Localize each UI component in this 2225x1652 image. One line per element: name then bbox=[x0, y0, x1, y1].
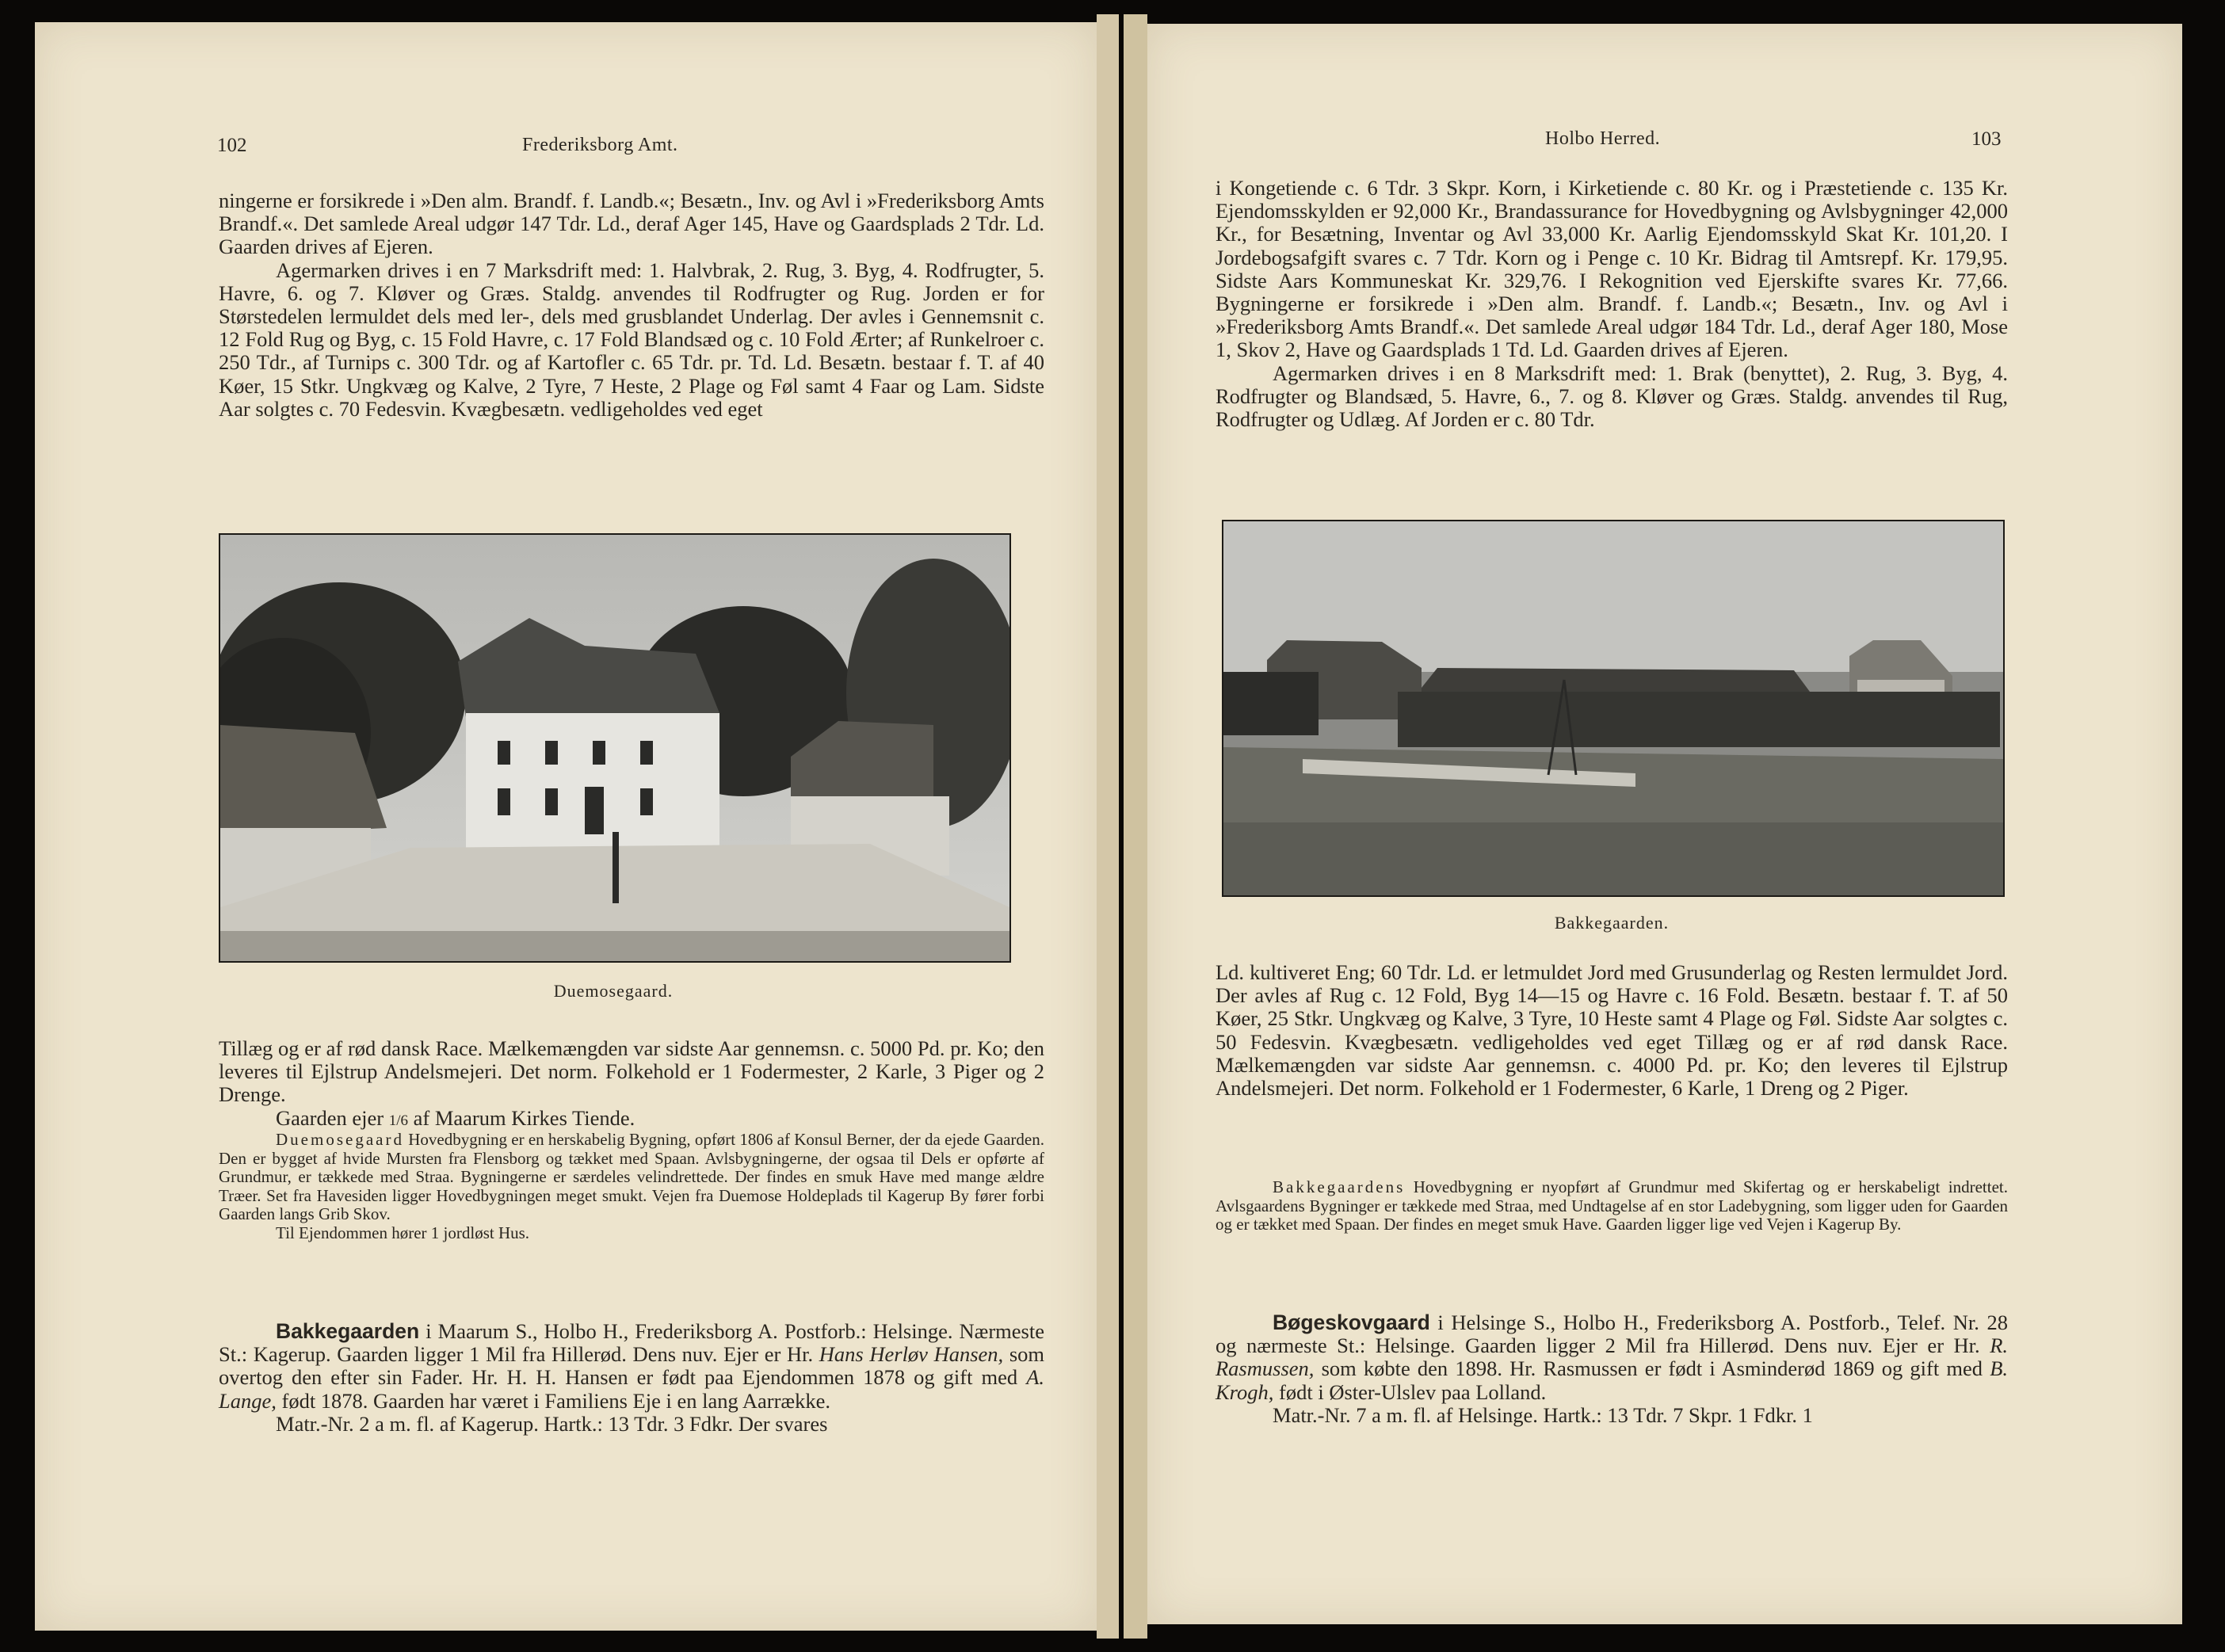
book-gutter-left bbox=[1097, 14, 1119, 1639]
entry-paragraph: Bøgeskovgaard i Helsinge S., Holbo H., Frederiksborg A. Postforb., Telef. Nr. 28 og nærmeste St.: Helsinge. Gaarden ligger 2 Mil fra Hillerød. Dens nuv. Ejer er Hr. R. Rasmussen, som købte den 1898. Hr. Rasmussen er født i Asminderød 1869 og gift med B. Krogh, født i Øster-Ulslev paa Lolland. bbox=[1216, 1311, 2008, 1404]
photo-duemosegaard bbox=[219, 533, 1011, 963]
running-head: Frederiksborg Amt. bbox=[522, 135, 678, 155]
left-page bbox=[35, 22, 1097, 1631]
note-bakkegaarden bbox=[1216, 1178, 2008, 1234]
note-paragraph-house: Til Ejendommen hører 1 jordløst Hus. bbox=[276, 1223, 530, 1242]
photo-caption: Duemosegaard. bbox=[553, 981, 674, 1001]
page-number: 102 bbox=[217, 135, 247, 156]
page-number: 103 bbox=[1971, 128, 2002, 150]
book-gutter-right bbox=[1124, 14, 1147, 1639]
entry-matr-line: Matr.-Nr. 2 a m. fl. af Kagerup. Hartk.: 13 Tdr. 3 Fdkr. Der svares bbox=[276, 1411, 828, 1436]
entry-wife-name: B. Krogh, bbox=[1216, 1356, 2008, 1404]
body-text-middle bbox=[219, 1037, 1044, 1132]
photo-caption: Bakkegaarden. bbox=[1554, 913, 1670, 933]
paragraph-yield-stock: Ld. kultiveret Eng; 60 Tdr. Ld. er letmuldet Jord med Grusunderlag og Resten lermuldet Jord. Der avles af Rug c. 12 Fold, Byg 14—15 og Havre c. 16 Fold. Besætn. bestaar f. T. af 50 Køer, 25 Stkr. Ungkvæg og Kalve, 3 Tyre, 10 Heste samt 4 Plage og Føl. Sidste Aar solgtes c. 50 Fedesvin. Kvægbesætn. vedligeholdes ved eget Tillæg og er af rød dansk Race. Mælkemængden var sidste Aar gennemsn. c. 4000 Pd. pr. Ko; den leveres til Ejlstrup Andelsmejeri. Det norm. Folkehold er 1 Fodermester, 6 Karle, 1 Dreng og 2 Piger. bbox=[1216, 960, 2008, 1101]
note-farm-name: Duemosegaard bbox=[276, 1130, 404, 1149]
right-page bbox=[1147, 24, 2182, 1624]
paragraph-taxes: i Kongetiende c. 6 Tdr. 3 Skpr. Korn, i Kirketiende c. 80 Kr. og i Præstetiende c. 135 Kr. Ejendomsskylden er 92,000 Kr., Brandassurance for Hovedbygning og Avlsbygninger 42,000 Kr., for Besætning, Inventar og Avl 33,000 Kr. Aarlig Ejendomsskyld Skat Kr. 101,20. I Jordebogsafgift svares c. 7 Tdr. Korn og i Penge c. 10 Kr. Bidrag til Amtsrepf. Kr. 179,95. Sidste Aars Kommuneskat Kr. 329,76. I Rekognition ved Ejerskifte svares Kr. 77,66. Bygningerne er forsikrede i »Den alm. Brandf. f. Landb.«; Besætn., Inv. og Avl i »Frederiksborg Amts Brandf.«. Det samlede Areal udgør 184 Tdr. Ld., deraf Ager 180, Mose 1, Skov 2, Have og Gaardsplads 1 Td. Ld. Gaarden drives af Ejeren. bbox=[1216, 176, 2008, 362]
body-text-middle bbox=[1216, 961, 2008, 1100]
entry-matr-line: Matr.-Nr. 7 a m. fl. af Helsinge. Hartk.: 13 Tdr. 7 Skpr. 1 Fdkr. 1 bbox=[1273, 1402, 1813, 1427]
body-text-top bbox=[1216, 177, 2008, 431]
paragraph-tithe: Gaarden ejer 1/6 af Maarum Kirkes Tiende. bbox=[276, 1105, 635, 1130]
entry-owner-name: R. Rasmussen, bbox=[1216, 1333, 2008, 1381]
note-paragraph: Bakkegaardens Hovedbygning er nyopført af Grundmur med Skifertag og er herskabeligt indrettet. Avlsgaardens Bygninger er tækkede med Straa, med Undtagelse af en stor Ladebygning, som ligger uden for Gaarden og er tækket med Spaan. Der findes en meget smuk Have. Gaarden ligger lige ved Vejen i Kagerup By. bbox=[1216, 1177, 2008, 1234]
entry-farm-name: Bøgeskovgaard bbox=[1273, 1311, 1430, 1334]
note-farm-name: Bakkegaardens bbox=[1273, 1177, 1406, 1196]
entry-farm-name: Bakkegaarden bbox=[276, 1319, 420, 1343]
photo-bakkegaarden bbox=[1222, 520, 2005, 897]
paragraph-milk-yield: Tillæg og er af rød dansk Race. Mælkemængden var sidste Aar gennemsn. c. 5000 Pd. pr. Ko; den leveres til Ejlstrup Andelsmejeri. Det norm. Folkehold er 1 Fodermester, 2 Karle, 3 Piger og 2 Drenge. bbox=[219, 1036, 1044, 1107]
paragraph-insurance: ningerne er forsikrede i »Den alm. Brandf. f. Landb.«; Besætn., Inv. og Avl i »Frederiksborg Amts Brandf.«. Det samlede Areal udgør 147 Tdr. Ld., deraf Ager 145, Have og Gaardsplads 2 Tdr. Ld. Gaarden drives af Ejeren. bbox=[219, 189, 1044, 259]
body-text-top bbox=[219, 189, 1044, 421]
entry-paragraph: Bakkegaarden i Maarum S., Holbo H., Frederiksborg A. Postforb.: Helsinge. Nærmeste St.: Kagerup. Gaarden ligger 1 Mil fra Hillerød. Dens nuv. Ejer er Hr. Hans Herløv Hansen, som overtog den efter sin Fader. Hr. H. H. Hansen er født paa Ejendommen 1878 og gift med A. Lange, født 1878. Gaarden har været i Familiens Eje i en lang Aarrække. bbox=[219, 1319, 1045, 1413]
running-head: Holbo Herred. bbox=[1545, 128, 1661, 149]
entry-owner-name: Hans Herløv Hansen, bbox=[819, 1342, 1004, 1367]
paragraph-crop-rotation: Agermarken drives i en 8 Marksdrift med: 1. Brak (benyttet), 2. Rug, 3. Byg, 4. Rodfrugter og Blandsæd, 5. Havre, 6., 7. og 8. Kløver og Græs. Staldg. anvendes til Rug, Rodfrugter og Udlæg. Af Jorden er c. 80 Tdr. bbox=[1216, 361, 2008, 432]
entry-bakkegaarden bbox=[219, 1320, 1044, 1436]
note-duemosegaard bbox=[219, 1131, 1044, 1242]
fraction-one-sixth: 1/6 bbox=[388, 1112, 408, 1129]
note-paragraph: Duemosegaard Hovedbygning er en herskabelig Bygning, opført 1806 af Konsul Berner, der da ejede Gaarden. Den er bygget af hvide Mursten fra Flensborg og tækket med Spaan. Avlsbygningerne, der ogsaa til Dels er opførte af Grundmur, er tækkede med Straa. Bygningerne er særdeles velindrettede. Der findes en smuk Have med mange ældre Træer. Set fra Havesiden ligger Hovedbygningen meget smukt. Vejen fra Duemose Holdeplads til Kagerup By fører forbi Gaarden langs Grib Skov. bbox=[219, 1130, 1044, 1223]
paragraph-crop-rotation: Agermarken drives i en 7 Marksdrift med: 1. Halvbrak, 2. Rug, 3. Byg, 4. Rodfrugter, 5. Havre, 6. og 7. Kløver og Græs. Staldg. anvendes til Rodfrugter og Rug. Jorden er for Størstedelen lermuldet dels med ler-, dels med grusblandet Underlag. Der avles i Gennemsnit c. 12 Fold Rug og Byg, c. 15 Fold Havre, c. 17 Fold Blandsæd og c. 10 Fold Ærter; af Runkelroer c. 250 Tdr., af Turnips c. 300 Tdr. og af Kartofler c. 65 Tdr. pr. Td. Ld. Besætn. bestaar f. T. af 40 Køer, 15 Stkr. Ungkvæg og Kalve, 2 Tyre, 7 Heste, 2 Plage og Føl samt 4 Faar og Lam. Sidste Aar solgtes c. 70 Fedesvin. Kvægbesætn. vedligeholdes ved eget bbox=[219, 258, 1044, 421]
entry-wife-name: A. Lange, bbox=[219, 1365, 1044, 1413]
entry-bogeskovgaard bbox=[1216, 1311, 2008, 1427]
